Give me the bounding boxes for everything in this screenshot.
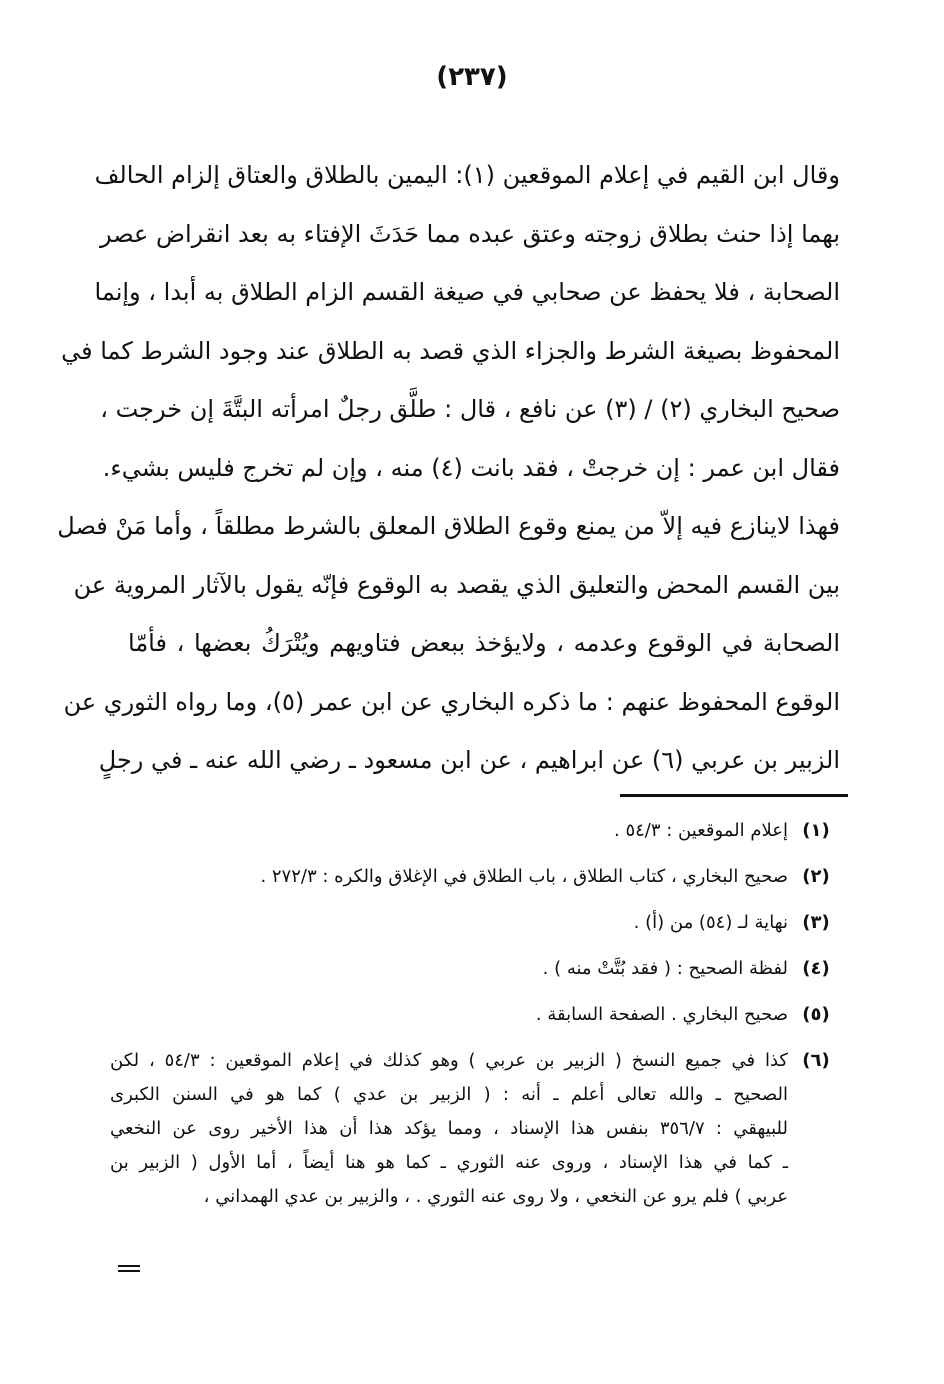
text-line: فقال ابن عمر : إن خرجتْ ، فقد بانت (٤) منه ، وإن لم تخرج فليس بشيء. — [102, 453, 840, 482]
footnote-text: نهاية لـ (٥٤) من (أ) . — [633, 912, 788, 933]
footnote — [110, 998, 844, 1032]
footnote — [110, 814, 844, 848]
footnote-text: ـ كما في هذا الإسناد ، وروى عنه الثوري ـ كما هو هنا أيضاً ، أما الأول ( الزبير بن — [110, 1152, 788, 1173]
text-line: فهذا لاينازع فيه إلاّ من يمنع وقوع الطلاق المعلق بالشرط مطلقاً ، وأما مَنْ فصل — [57, 512, 840, 540]
text-line: الوقوع المحفوظ عنهم : ما ذكره البخاري عن ابن عمر (٥)، وما رواه الثوري عن — [63, 687, 840, 716]
footnote-text: للبيهقي : ٣٥٦/٧ بنفس هذا الإسناد ، ومما يؤكد هذا أن هذا الأخير روى عن النخعي — [110, 1118, 788, 1139]
footnote-text: إعلام الموقعين : ٥٤/٣ . — [614, 820, 788, 841]
text-line: وقال ابن القيم في إعلام الموقعين (١): اليمين بالطلاق والعتاق إلزام الحالف — [94, 161, 840, 189]
footnote-text: صحيح البخاري ، كتاب الطلاق ، باب الطلاق في الإغلاق والكره : ٢٧٢/٣ . — [260, 866, 788, 887]
footnote-text: كذا في جميع النسخ ( الزبير بن عربي ) وهو كذلك في إعلام الموقعين : ٥٤/٣ ، لكن — [110, 1050, 788, 1071]
text-line: الزبير بن عربي (٦) عن ابراهيم ، عن ابن مسعود ـ رضي الله عنه ـ في رجلٍ — [98, 746, 840, 774]
footnote-number: (٥) — [802, 1004, 830, 1025]
main-text — [57, 146, 840, 790]
footnotes — [110, 814, 844, 1226]
footnote — [110, 860, 844, 894]
footnote-number: (٢) — [802, 866, 830, 887]
footnote-text: صحيح البخاري . الصفحة السابقة . — [535, 1004, 788, 1025]
footnote — [110, 952, 844, 986]
footnote-number: (٣) — [802, 912, 830, 933]
footnote-text: لفظة الصحيح : ( فقد بُتَّتْ منه ) . — [542, 958, 788, 979]
footnote-number: (٤) — [802, 958, 830, 979]
footnote-text: عربي ) فلم يرو عن النخعي ، ولا روى عنه الثوري . ، والزبير بن عدي الهمداني ، — [203, 1186, 788, 1207]
text-line: بهما إذا حنث بطلاق زوجته وعتق عبده مما حَدَثَ الإفتاء به بعد انقراض عصر — [99, 219, 840, 248]
footnote-divider — [620, 794, 848, 797]
text-line: المحفوظ بصيغة الشرط والجزاء الذي قصد به الطلاق عند وجود الشرط كما في — [61, 336, 840, 365]
footnote-text: الصحيح ـ والله تعالى أعلم ـ أنه : ( الزبير بن عدي ) كما هو في السنن الكبرى — [110, 1084, 788, 1105]
footnote — [110, 1044, 844, 1214]
continuation-mark — [118, 1262, 140, 1275]
page-number: (٢٣٧) — [436, 62, 508, 92]
text-line: الصحابة في الوقوع وعدمه ، ولايؤخذ ببعض فتاويهم ويُتْرَكُ بعضها ، فأمّا — [128, 629, 840, 657]
footnote — [110, 906, 844, 940]
text-line: الصحابة ، فلا يحفظ عن صحابي في صيغة القسم الزام الطلاق به أبدا ، وإنما — [94, 278, 840, 306]
footnote-number: (٦) — [802, 1050, 830, 1071]
text-line: بين القسم المحض والتعليق الذي يقصد به الوقوع فإنّه يقول بالآثار المروية عن — [73, 570, 840, 599]
text-line: صحيح البخاري (٢) / (٣) عن نافع ، قال : طلَّق رجلٌ امرأته البتَّةَ إن خرجت ، — [100, 395, 840, 423]
footnote-number: (١) — [802, 820, 830, 841]
